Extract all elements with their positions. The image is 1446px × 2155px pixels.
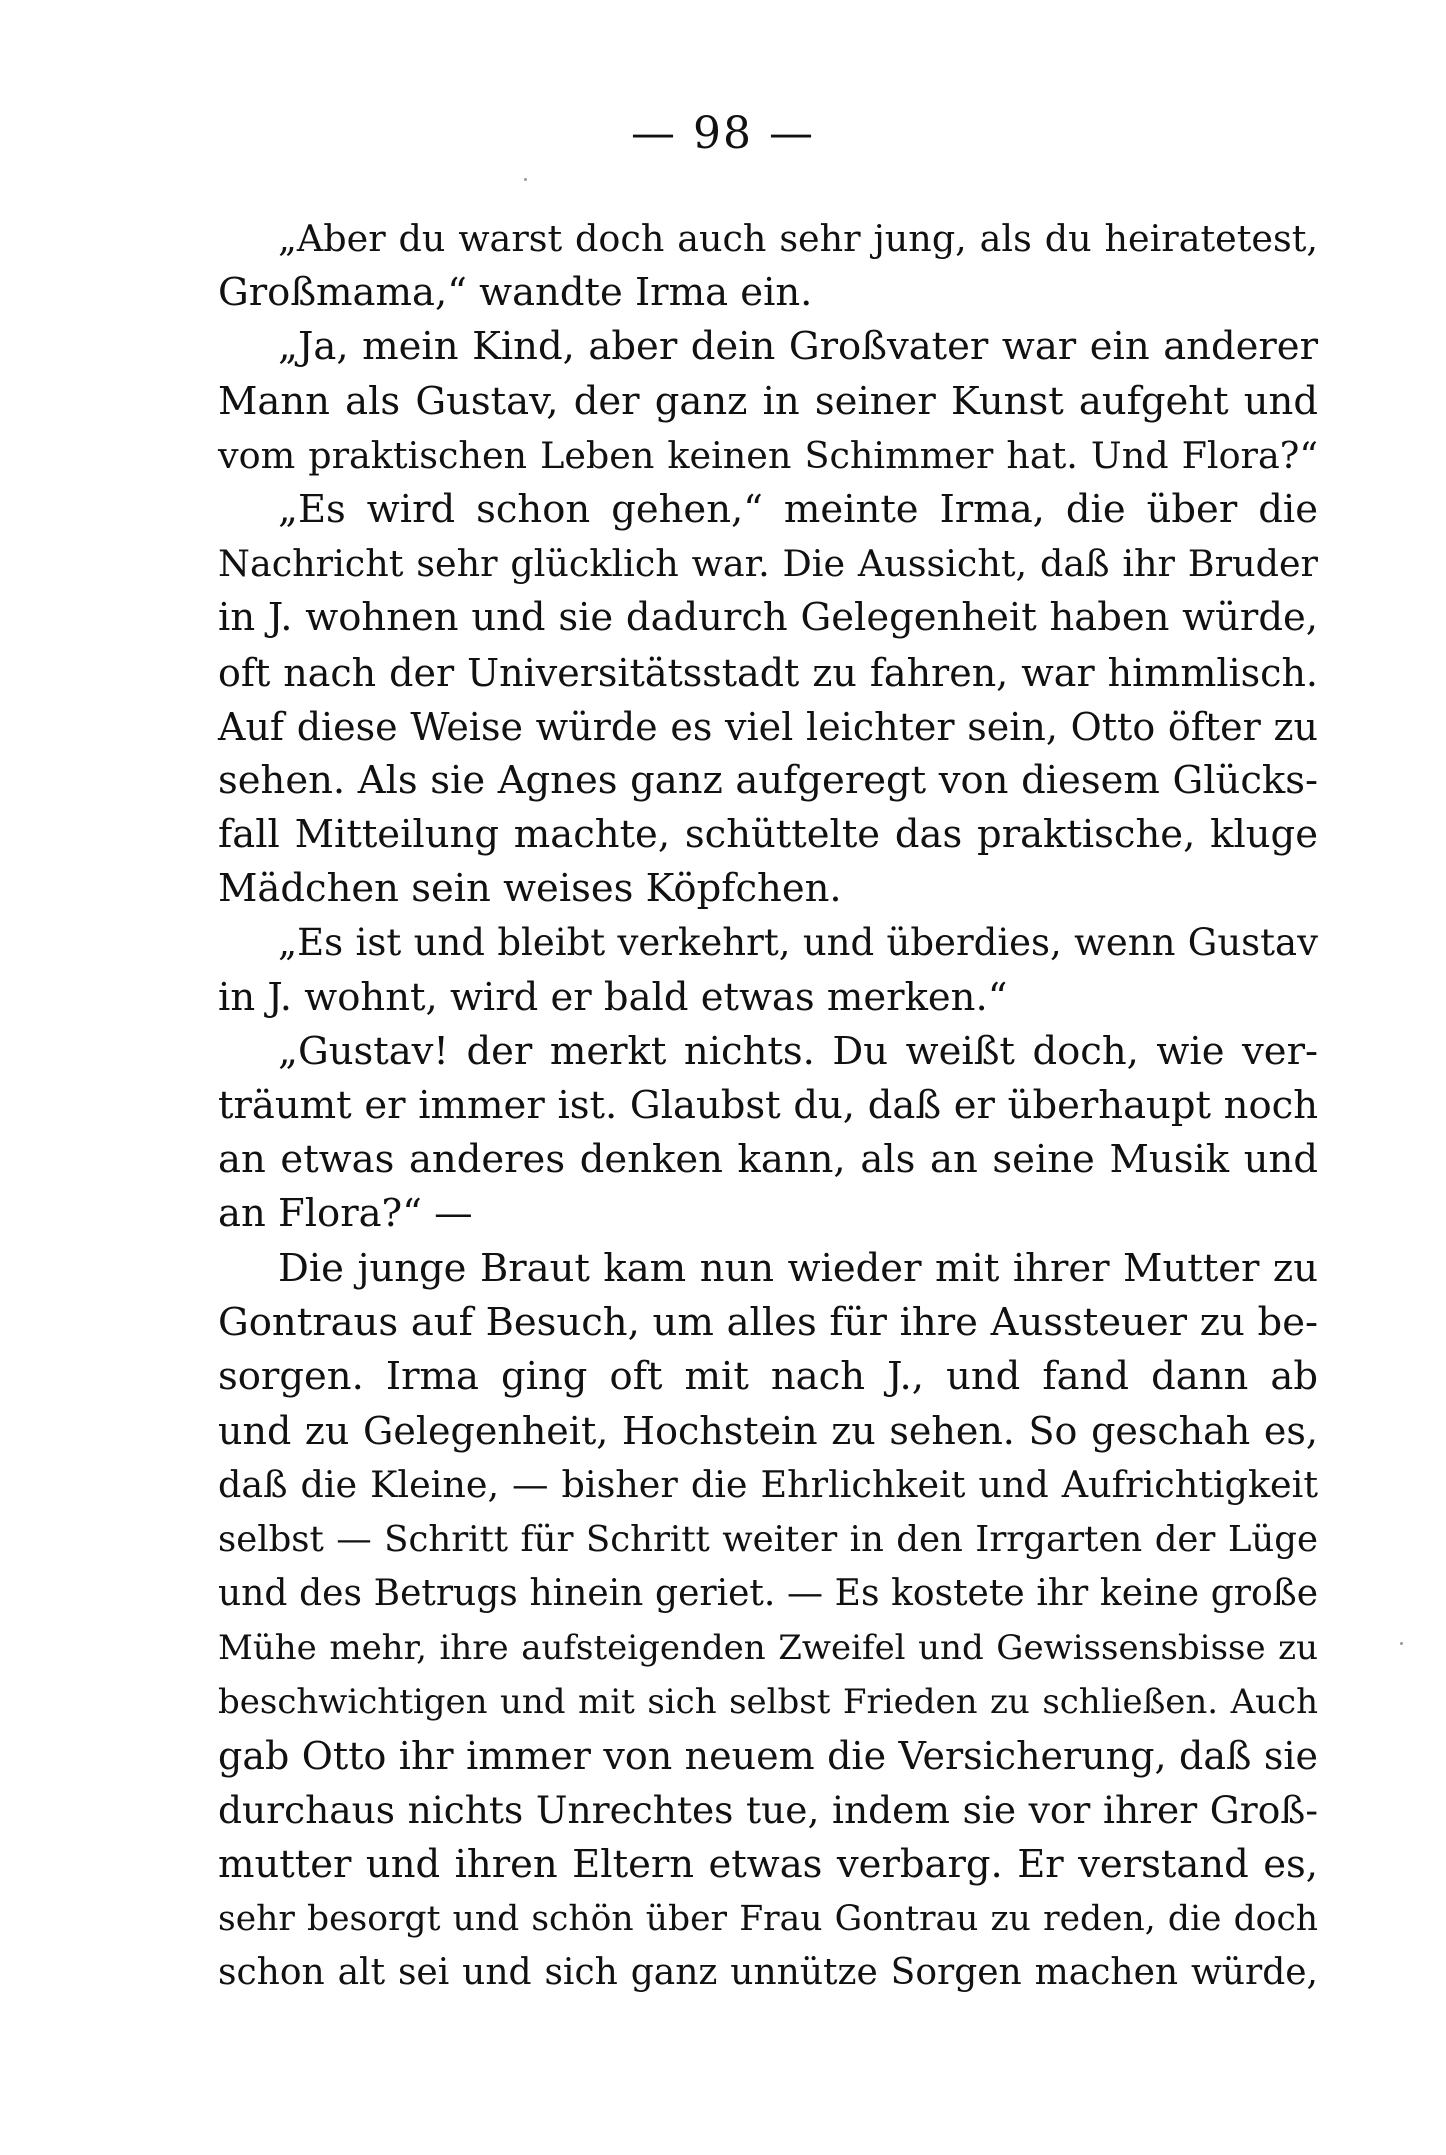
text-line: fall Mitteilung machte, schüttelte das praktische, kluge bbox=[218, 812, 1318, 858]
text-line: „Aber du warst doch auch sehr jung, als du heiratetest, bbox=[278, 217, 1318, 260]
page-number: — 98 — bbox=[631, 108, 815, 159]
text-line: durchaus nichts Unrechtes tue, indem sie vor ihrer Groß- bbox=[218, 1788, 1318, 1833]
text-line: schon alt sei und sich ganz unnütze Sorgen machen würde, bbox=[218, 1952, 1318, 1993]
text-line: an etwas anderes denken kann, als an seine Musik und bbox=[218, 1137, 1318, 1183]
text-line: in J. wohnt, wird er bald etwas merken.“ bbox=[218, 974, 1008, 1020]
text-line: Mädchen sein weises Köpfchen. bbox=[218, 866, 842, 912]
text-line: sehr besorgt und schön über Frau Gontrau zu reden, die doch bbox=[218, 1898, 1318, 1939]
text-line: „Es wird schon gehen,“ meinte Irma, die über die bbox=[278, 486, 1318, 532]
text-line: und zu Gelegenheit, Hochstein zu sehen. So geschah es, bbox=[218, 1409, 1318, 1454]
text-line: träumt er immer ist. Glaubst du, daß er überhaupt noch bbox=[218, 1083, 1318, 1128]
text-line: vom praktischen Leben keinen Schimmer hat. Und Flora?“ bbox=[218, 433, 1318, 477]
text-line: Gontraus auf Besuch, um alles für ihre Aussteuer zu be- bbox=[218, 1299, 1318, 1345]
text-line: Auf diese Weise würde es viel leichter sein, Otto öfter zu bbox=[218, 704, 1318, 749]
text-line: Großmama,“ wandte Irma ein. bbox=[218, 270, 813, 316]
text-line: Die junge Braut kam nun wieder mit ihrer Mutter zu bbox=[278, 1245, 1318, 1291]
text-line: „Ja, mein Kind, aber dein Großvater war ein anderer bbox=[278, 324, 1318, 370]
print-speck bbox=[1400, 1642, 1403, 1645]
text-line: mutter und ihren Eltern etwas verbarg. Er verstand es, bbox=[218, 1841, 1318, 1887]
text-line: selbst — Schritt für Schritt weiter in den Irrgarten der Lüge bbox=[218, 1518, 1318, 1560]
text-line: sorgen. Irma ging oft mit nach J., und fand dann ab bbox=[218, 1353, 1318, 1399]
text-line: sehen. Als sie Agnes ganz aufgeregt von diesem Glücks- bbox=[218, 757, 1318, 803]
text-line: in J. wohnen und sie dadurch Gelegenheit haben würde, bbox=[218, 595, 1318, 641]
text-line: daß die Kleine, — bisher die Ehrlichkeit und Aufrichtigkeit bbox=[218, 1463, 1318, 1507]
text-line: gab Otto ihr immer von neuem die Versicherung, daß sie bbox=[218, 1734, 1318, 1779]
text-line: Nachricht sehr glücklich war. Die Aussicht, daß ihr Bruder bbox=[218, 542, 1318, 586]
text-line: an Flora?“ — bbox=[218, 1191, 473, 1237]
text-line: „Gustav! der merkt nichts. Du weißt doch, wie ver- bbox=[278, 1028, 1318, 1074]
text-line: Mann als Gustav, der ganz in seiner Kunst aufgeht und bbox=[218, 378, 1318, 424]
text-line: „Es ist und bleibt verkehrt, und überdies, wenn Gustav bbox=[278, 921, 1318, 965]
body-text bbox=[218, 212, 1318, 2000]
text-line: beschwichtigen und mit sich selbst Frieden zu schließen. Auch bbox=[218, 1682, 1318, 1723]
text-line: oft nach der Universitätsstadt zu fahren, war himmlisch. bbox=[218, 650, 1318, 695]
text-line: und des Betrugs hinein geriet. — Es kostete ihr keine große bbox=[218, 1572, 1318, 1614]
print-speck bbox=[524, 178, 527, 181]
text-line: Mühe mehr, ihre aufsteigenden Zweifel und Gewissensbisse zu bbox=[218, 1627, 1318, 1668]
